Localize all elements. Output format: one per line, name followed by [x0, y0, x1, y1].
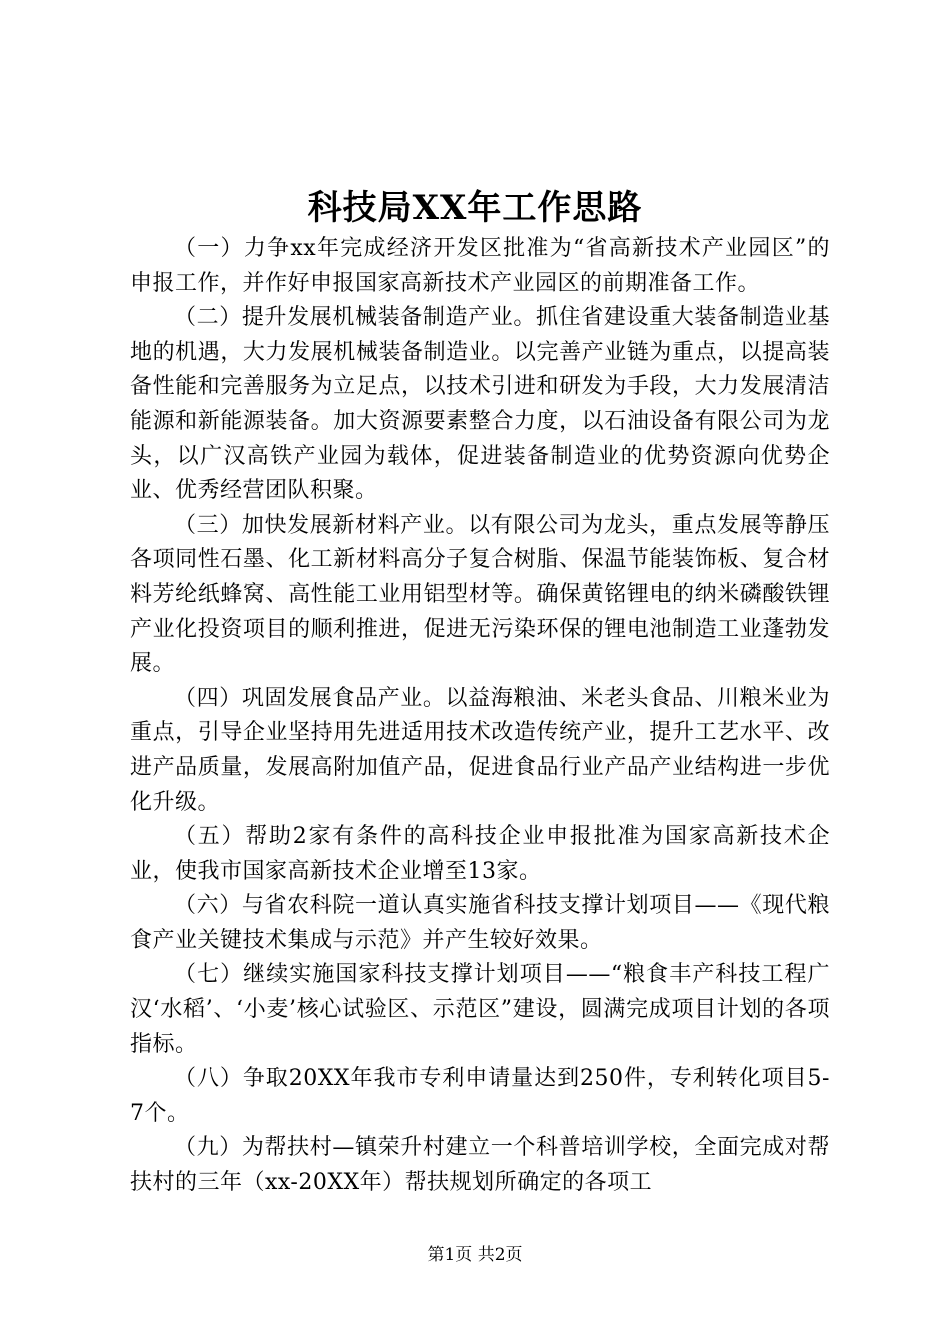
page-indicator: 第1页 共2页	[427, 1245, 523, 1265]
paragraph-1: （一）力争xx年完成经济开发区批准为“省高新技术产业园区”的申报工作，并作好申报国家高新技术产业园区的前期准备工作。	[130, 236, 830, 296]
document-title: 科技局XX年工作思路	[307, 188, 643, 228]
paragraph-8: （八）争取20XX年我市专利申请量达到250件，专利转化项目5-7个。	[130, 1066, 830, 1126]
paragraph-7: （七）继续实施国家科技支撑计划项目——“粮食丰产科技工程广汉‘水稻’、‘小麦’核心试验区、示范区”建设，圆满完成项目计划的各项指标。	[130, 962, 830, 1057]
paragraph-2: （二）提升发展机械装备制造产业。抓住省建设重大装备制造业基地的机遇，大力发展机械装备制造业。以完善产业链为重点，以提高装备性能和完善服务为立足点，以技术引进和研发为手段，大力发展清洁能源和新能源装备。加大资源要素整合力度，以石油设备有限公司为龙头，以广汉高铁产业园为载体，促进装备制造业的优势资源向优势企业、优秀经营团队积聚。	[130, 305, 830, 504]
paragraph-5: （五）帮助2家有条件的高科技企业申报批准为国家高新技术企业，使我市国家高新技术企业增至13家。	[130, 824, 830, 884]
document-body	[130, 232, 830, 1201]
paragraph-6: （六）与省农科院一道认真实施省科技支撑计划项目——《现代粮食产业关键技术集成与示范》并产生较好效果。	[130, 893, 830, 953]
paragraph-3: （三）加快发展新材料产业。以有限公司为龙头，重点发展等静压各项同性石墨、化工新材料高分子复合树脂、保温节能装饰板、复合材料芳纶纸蜂窝、高性能工业用铝型材等。确保黄铭锂电的纳米磷酸铁锂产业化投资项目的顺利推进，促进无污染环保的锂电池制造工业蓬勃发展。	[130, 512, 830, 677]
paragraph-9: （九）为帮扶村—镇荣升村建立一个科普培训学校，全面完成对帮扶村的三年（xx-20XX年）帮扶规划所确定的各项工	[130, 1135, 830, 1196]
paragraph-4: （四）巩固发展食品产业。以益海粮油、米老头食品、川粮米业为重点，引导企业坚持用先进适用技术改造传统产业，提升工艺水平、改进产品质量，发展高附加值产品，促进食品行业产品产业结构进一步优化升级。	[130, 685, 830, 815]
